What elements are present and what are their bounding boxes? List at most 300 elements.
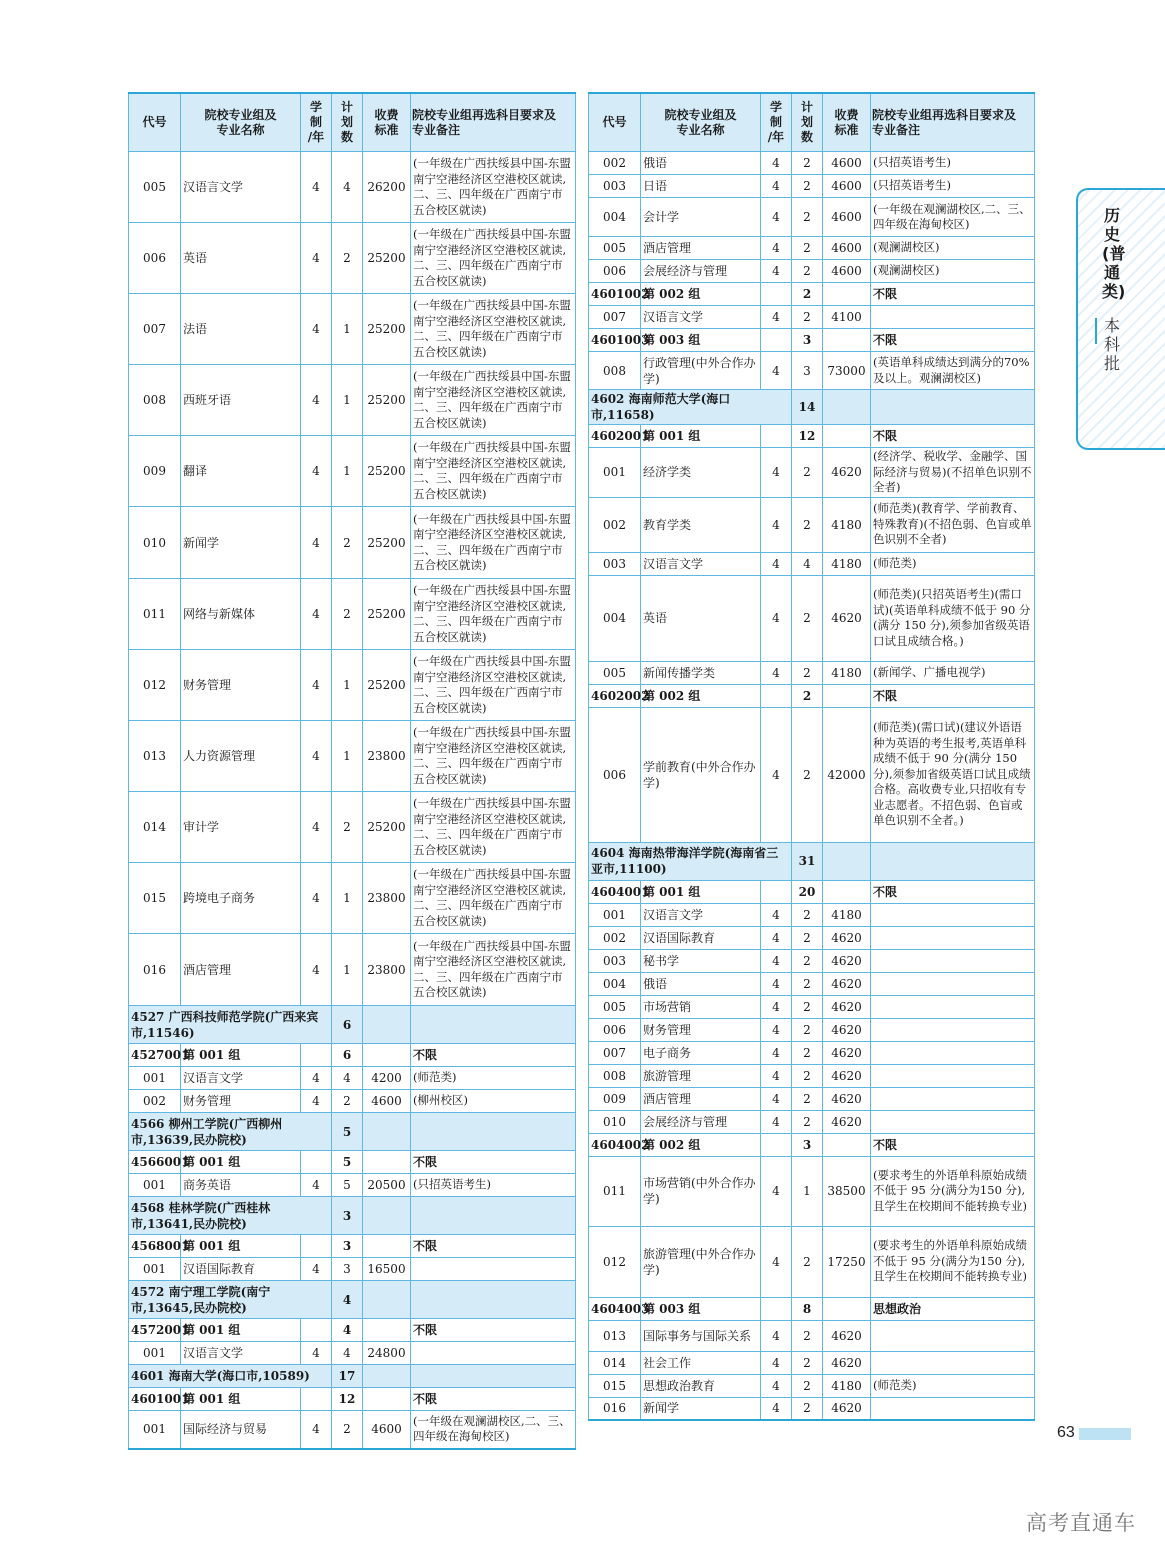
major-name: 思想政治教育 <box>641 1374 761 1397</box>
plan-count: 2 <box>792 448 823 498</box>
major-code: 012 <box>589 1226 641 1297</box>
plan-count: 2 <box>792 237 823 260</box>
major-code: 001 <box>129 1174 181 1197</box>
tuition-fee: 4600 <box>823 260 871 283</box>
tuition-fee: 38500 <box>823 1156 871 1226</box>
tuition-fee: 4620 <box>823 949 871 972</box>
header-plan: 计 划 数 <box>792 93 823 152</box>
tuition-fee: 26200 <box>363 152 411 223</box>
tuition-fee: 4620 <box>823 926 871 949</box>
major-name: 财务管理 <box>181 1090 301 1113</box>
plan-count: 1 <box>332 365 363 436</box>
study-years: 4 <box>761 972 792 995</box>
subject-requirement: 不限 <box>871 880 1035 903</box>
study-years: 4 <box>761 903 792 926</box>
years-cell <box>761 1297 792 1320</box>
tuition-fee: 4620 <box>823 1041 871 1064</box>
plan-count: 2 <box>792 995 823 1018</box>
plan-count: 1 <box>332 650 363 721</box>
major-row <box>589 1156 1035 1226</box>
tuition-fee: 24800 <box>363 1342 411 1365</box>
plan-count: 2 <box>792 1374 823 1397</box>
major-name: 俄语 <box>641 972 761 995</box>
plan-count: 2 <box>792 1064 823 1087</box>
plan-count: 2 <box>792 684 823 707</box>
fee-cell <box>823 1297 871 1320</box>
major-row <box>129 792 576 863</box>
major-code: 003 <box>589 552 641 575</box>
major-name: 酒店管理 <box>641 237 761 260</box>
years-cell <box>761 329 792 352</box>
plan-count: 1 <box>332 436 363 507</box>
major-remark: (一年级在广西扶绥县中国-东盟南宁空港经济区空港校区就读,二、三、四年级在广西南宁市五合校区就读) <box>411 579 576 650</box>
study-years: 4 <box>301 792 332 863</box>
major-row <box>589 1374 1035 1397</box>
major-remark <box>871 1018 1035 1041</box>
group-row <box>589 283 1035 306</box>
major-row <box>589 1064 1035 1087</box>
group-name: 第 001 组 <box>641 425 761 448</box>
major-name: 新闻传播学类 <box>641 661 761 684</box>
group-name: 第 001 组 <box>181 1235 301 1258</box>
major-name: 国际事务与国际关系 <box>641 1320 761 1351</box>
plan-count: 2 <box>792 1087 823 1110</box>
school-name: 4601 海南大学(海口市,10589) <box>129 1365 332 1388</box>
study-years: 4 <box>761 1374 792 1397</box>
plan-count: 2 <box>792 1226 823 1297</box>
major-code: 003 <box>589 175 641 198</box>
tuition-fee: 4620 <box>823 972 871 995</box>
major-row <box>129 1342 576 1365</box>
fee-cell <box>823 684 871 707</box>
plan-count: 5 <box>332 1113 363 1151</box>
tuition-fee: 16500 <box>363 1258 411 1281</box>
group-code: 4604002 <box>589 1133 641 1156</box>
major-remark <box>411 1342 576 1365</box>
major-row <box>589 1087 1035 1110</box>
major-code: 004 <box>589 972 641 995</box>
tuition-fee: 42000 <box>823 707 871 842</box>
years-cell <box>301 1319 332 1342</box>
tuition-fee: 4600 <box>823 152 871 175</box>
major-code: 015 <box>129 863 181 934</box>
fee-cell <box>363 1113 411 1151</box>
study-years: 4 <box>761 1351 792 1374</box>
years-cell <box>761 880 792 903</box>
major-remark: (英语单科成绩达到满分的70%及以上。观澜湖校区) <box>871 352 1035 390</box>
tuition-fee: 25200 <box>363 294 411 365</box>
tuition-fee: 4620 <box>823 1018 871 1041</box>
major-code: 002 <box>129 1090 181 1113</box>
tuition-fee: 17250 <box>823 1226 871 1297</box>
major-remark: (一年级在广西扶绥县中国-东盟南宁空港经济区空港校区就读,二、三、四年级在广西南宁市五合校区就读) <box>411 294 576 365</box>
major-row <box>589 198 1035 237</box>
major-remark: (要求考生的外语单科原始成绩不低于 95 分(满分为150 分),且学生在校期间不能转换专业) <box>871 1156 1035 1226</box>
major-remark <box>411 1258 576 1281</box>
years-cell <box>301 1044 332 1067</box>
group-name: 第 003 组 <box>641 1297 761 1320</box>
study-years: 4 <box>761 1110 792 1133</box>
group-name: 第 002 组 <box>641 283 761 306</box>
major-code: 009 <box>129 436 181 507</box>
major-remark: (一年级在广西扶绥县中国-东盟南宁空港经济区空港校区就读,二、三、四年级在广西南宁市五合校区就读) <box>411 507 576 579</box>
years-cell <box>761 1133 792 1156</box>
remark-cell <box>411 1113 576 1151</box>
subject-requirement: 不限 <box>871 425 1035 448</box>
watermark: 高考直通车 <box>1026 1511 1136 1535</box>
tuition-fee: 4600 <box>363 1090 411 1113</box>
fee-cell <box>823 880 871 903</box>
plan-count: 2 <box>792 283 823 306</box>
study-years: 4 <box>761 1087 792 1110</box>
major-name: 社会工作 <box>641 1351 761 1374</box>
major-row <box>589 1397 1035 1420</box>
fee-cell <box>363 1151 411 1174</box>
major-remark: (一年级在观澜湖校区,二、三、四年级在海甸校区) <box>411 1411 576 1449</box>
tuition-fee: 25200 <box>363 365 411 436</box>
major-row <box>589 497 1035 552</box>
study-years: 4 <box>301 1342 332 1365</box>
major-row <box>129 1411 576 1449</box>
major-remark <box>871 306 1035 329</box>
major-name: 英语 <box>641 575 761 661</box>
study-years: 4 <box>761 1320 792 1351</box>
major-name: 翻译 <box>181 436 301 507</box>
plan-count: 2 <box>332 1090 363 1113</box>
years-cell <box>301 1388 332 1411</box>
remark-cell <box>411 1197 576 1235</box>
tuition-fee: 4180 <box>823 661 871 684</box>
plan-count: 2 <box>792 198 823 237</box>
group-name: 第 003 组 <box>641 329 761 352</box>
header-years: 学 制 /年 <box>301 93 332 152</box>
major-name: 法语 <box>181 294 301 365</box>
major-row <box>589 448 1035 498</box>
major-row <box>589 260 1035 283</box>
tuition-fee: 23800 <box>363 934 411 1006</box>
tuition-fee: 4180 <box>823 903 871 926</box>
tuition-fee: 25200 <box>363 579 411 650</box>
tuition-fee: 25200 <box>363 223 411 294</box>
group-row <box>589 684 1035 707</box>
fee-cell <box>363 1197 411 1235</box>
study-years: 4 <box>301 1258 332 1281</box>
major-remark <box>871 972 1035 995</box>
major-remark <box>871 949 1035 972</box>
major-name: 旅游管理 <box>641 1064 761 1087</box>
group-row <box>129 1151 576 1174</box>
group-code: 4527001 <box>129 1044 181 1067</box>
study-years: 4 <box>301 365 332 436</box>
header-years: 学 制 /年 <box>761 93 792 152</box>
plan-count: 1 <box>332 294 363 365</box>
major-code: 008 <box>589 352 641 390</box>
plan-count: 2 <box>792 972 823 995</box>
group-row <box>589 425 1035 448</box>
tuition-fee: 25200 <box>363 650 411 721</box>
plan-count: 12 <box>792 425 823 448</box>
major-remark: (师范类) <box>871 552 1035 575</box>
major-remark <box>871 903 1035 926</box>
tuition-fee: 4100 <box>823 306 871 329</box>
tuition-fee: 4620 <box>823 1064 871 1087</box>
major-name: 汉语言文学 <box>181 1342 301 1365</box>
school-name: 4527 广西科技师范学院(广西来宾市,11546) <box>129 1006 332 1044</box>
study-years: 4 <box>761 175 792 198</box>
study-years: 4 <box>301 863 332 934</box>
study-years: 4 <box>301 1067 332 1090</box>
fee-cell <box>363 1319 411 1342</box>
major-row <box>129 223 576 294</box>
school-name: 4604 海南热带海洋学院(海南省三亚市,11100) <box>589 842 792 880</box>
major-name: 网络与新媒体 <box>181 579 301 650</box>
tuition-fee: 4620 <box>823 1087 871 1110</box>
plan-count: 20 <box>792 880 823 903</box>
major-row <box>589 949 1035 972</box>
major-code: 005 <box>589 995 641 1018</box>
study-years: 4 <box>761 1041 792 1064</box>
years-cell <box>761 283 792 306</box>
major-name: 审计学 <box>181 792 301 863</box>
major-code: 006 <box>589 707 641 842</box>
major-name: 秘书学 <box>641 949 761 972</box>
page-number: 63 <box>1057 1424 1075 1441</box>
plan-count: 2 <box>792 926 823 949</box>
major-code: 005 <box>589 237 641 260</box>
study-years: 4 <box>301 507 332 579</box>
major-name: 日语 <box>641 175 761 198</box>
major-remark: (柳州校区) <box>411 1090 576 1113</box>
major-row <box>129 579 576 650</box>
major-code: 002 <box>589 152 641 175</box>
study-years: 4 <box>761 926 792 949</box>
major-name: 汉语言文学 <box>641 552 761 575</box>
plan-count: 4 <box>332 152 363 223</box>
study-years: 4 <box>301 1411 332 1449</box>
major-remark: (一年级在广西扶绥县中国-东盟南宁空港经济区空港校区就读,二、三、四年级在广西南宁市五合校区就读) <box>411 863 576 934</box>
major-code: 003 <box>589 949 641 972</box>
major-name: 行政管理(中外合作办学) <box>641 352 761 390</box>
major-row <box>129 934 576 1006</box>
tuition-fee: 4180 <box>823 1374 871 1397</box>
study-years: 4 <box>301 1174 332 1197</box>
major-row <box>129 294 576 365</box>
fee-cell <box>823 283 871 306</box>
group-row <box>589 1133 1035 1156</box>
plan-count: 4 <box>332 1319 363 1342</box>
plan-count: 2 <box>792 661 823 684</box>
major-row <box>589 352 1035 390</box>
school-row <box>589 842 1035 880</box>
study-years: 4 <box>761 1064 792 1087</box>
group-row <box>589 329 1035 352</box>
header-fee: 收费 标准 <box>823 93 871 152</box>
major-name: 国际经济与贸易 <box>181 1411 301 1449</box>
study-years: 4 <box>761 707 792 842</box>
major-remark <box>871 1351 1035 1374</box>
major-row <box>129 650 576 721</box>
subject-requirement: 不限 <box>411 1235 576 1258</box>
plan-count: 4 <box>332 1281 363 1319</box>
tuition-fee: 4600 <box>363 1411 411 1449</box>
major-name: 跨境电子商务 <box>181 863 301 934</box>
major-row <box>589 175 1035 198</box>
plan-count: 1 <box>332 934 363 1006</box>
major-row <box>589 661 1035 684</box>
fee-cell <box>823 842 871 880</box>
major-row <box>129 436 576 507</box>
fee-cell <box>363 1006 411 1044</box>
subject-requirement: 不限 <box>411 1319 576 1342</box>
school-name: 4566 柳州工学院(广西柳州市,13639,民办院校) <box>129 1113 332 1151</box>
plan-count: 2 <box>792 1018 823 1041</box>
study-years: 4 <box>761 1397 792 1420</box>
tuition-fee: 25200 <box>363 436 411 507</box>
group-code: 4604003 <box>589 1297 641 1320</box>
plan-count: 1 <box>792 1156 823 1226</box>
header-plan: 计 划 数 <box>332 93 363 152</box>
major-code: 005 <box>129 152 181 223</box>
plan-count: 3 <box>332 1258 363 1281</box>
major-remark <box>871 926 1035 949</box>
major-row <box>129 507 576 579</box>
study-years: 4 <box>761 949 792 972</box>
major-code: 007 <box>129 294 181 365</box>
header-code: 代号 <box>589 93 641 152</box>
study-years: 4 <box>761 260 792 283</box>
tuition-fee: 23800 <box>363 721 411 792</box>
major-row <box>129 721 576 792</box>
plan-count: 1 <box>332 721 363 792</box>
study-years: 4 <box>301 436 332 507</box>
study-years: 4 <box>761 1018 792 1041</box>
header-fee: 收费 标准 <box>363 93 411 152</box>
major-remark: (师范类)(需口试)(建议外语语种为英语的考生报考,英语单科成绩不低于 90 分(满分 150 分),须参加省级英语口试且成绩合格。高收费专业,只招收有专业志愿者。不招色弱、色盲或单色识别不全者。) <box>871 707 1035 842</box>
plan-count: 2 <box>792 1320 823 1351</box>
header-row <box>129 93 576 152</box>
school-row <box>129 1006 576 1044</box>
plan-count: 2 <box>332 792 363 863</box>
major-code: 014 <box>129 792 181 863</box>
group-name: 第 001 组 <box>181 1319 301 1342</box>
major-name: 教育学类 <box>641 497 761 552</box>
major-row <box>129 1174 576 1197</box>
subject-requirement: 思想政治 <box>871 1297 1035 1320</box>
tuition-fee: 4620 <box>823 448 871 498</box>
major-remark <box>871 1110 1035 1133</box>
fee-cell <box>363 1388 411 1411</box>
plan-count: 6 <box>332 1006 363 1044</box>
major-name: 汉语言文学 <box>181 1067 301 1090</box>
study-years: 4 <box>301 934 332 1006</box>
plan-count: 4 <box>332 1067 363 1090</box>
school-row <box>129 1281 576 1319</box>
major-name: 财务管理 <box>181 650 301 721</box>
group-name: 第 001 组 <box>641 880 761 903</box>
plan-count: 2 <box>792 949 823 972</box>
major-row <box>589 237 1035 260</box>
study-years: 4 <box>301 152 332 223</box>
plan-count: 2 <box>792 1351 823 1374</box>
section-side-tab <box>1076 188 1165 450</box>
major-remark: (师范类) <box>411 1067 576 1090</box>
major-name: 会展经济与管理 <box>641 1110 761 1133</box>
major-row <box>589 1110 1035 1133</box>
group-name: 第 002 组 <box>641 1133 761 1156</box>
study-years: 4 <box>761 306 792 329</box>
major-code: 001 <box>129 1067 181 1090</box>
plan-count: 2 <box>792 903 823 926</box>
plan-count: 1 <box>332 863 363 934</box>
major-name: 酒店管理 <box>181 934 301 1006</box>
study-years: 4 <box>761 1156 792 1226</box>
major-remark <box>871 1064 1035 1087</box>
category-label: 历史(普通类) <box>1102 206 1126 301</box>
plan-count: 2 <box>792 306 823 329</box>
major-name: 汉语言文学 <box>181 152 301 223</box>
group-name: 第 001 组 <box>181 1388 301 1411</box>
group-code: 4566001 <box>129 1151 181 1174</box>
major-remark <box>871 1087 1035 1110</box>
major-code: 002 <box>589 926 641 949</box>
years-cell <box>761 425 792 448</box>
major-name: 会展经济与管理 <box>641 260 761 283</box>
major-row <box>589 306 1035 329</box>
plan-count: 2 <box>792 1110 823 1133</box>
major-code: 009 <box>589 1087 641 1110</box>
subject-requirement: 不限 <box>871 329 1035 352</box>
major-code: 013 <box>129 721 181 792</box>
plan-count: 4 <box>792 552 823 575</box>
plan-count: 2 <box>792 175 823 198</box>
plan-count: 3 <box>332 1197 363 1235</box>
major-remark <box>871 1397 1035 1420</box>
fee-cell <box>823 390 871 425</box>
tuition-fee: 4620 <box>823 1110 871 1133</box>
major-row <box>589 1320 1035 1351</box>
fee-cell <box>823 329 871 352</box>
major-remark: (师范类)(教育学、学前教育、特殊教育)(不招色弱、色盲或单色识别不全者) <box>871 497 1035 552</box>
tuition-fee: 4620 <box>823 575 871 661</box>
major-remark: (新闻学、广播电视学) <box>871 661 1035 684</box>
group-code: 4601002 <box>589 283 641 306</box>
subject-requirement: 不限 <box>411 1044 576 1067</box>
major-name: 财务管理 <box>641 1018 761 1041</box>
subject-requirement: 不限 <box>871 684 1035 707</box>
group-code: 4602002 <box>589 684 641 707</box>
major-name: 会计学 <box>641 198 761 237</box>
tuition-fee: 23800 <box>363 863 411 934</box>
tuition-fee: 73000 <box>823 352 871 390</box>
subject-requirement: 不限 <box>411 1151 576 1174</box>
major-name: 英语 <box>181 223 301 294</box>
major-code: 006 <box>589 1018 641 1041</box>
major-row <box>589 926 1035 949</box>
major-code: 005 <box>589 661 641 684</box>
study-years: 4 <box>761 575 792 661</box>
study-years: 4 <box>761 1226 792 1297</box>
major-row <box>589 972 1035 995</box>
major-name: 俄语 <box>641 152 761 175</box>
plan-count: 14 <box>792 390 823 425</box>
major-code: 011 <box>589 1156 641 1226</box>
major-remark: (只招英语考生) <box>871 152 1035 175</box>
school-name: 4572 南宁理工学院(南宁市,13645,民办院校) <box>129 1281 332 1319</box>
major-name: 商务英语 <box>181 1174 301 1197</box>
group-code: 4604001 <box>589 880 641 903</box>
tuition-fee: 20500 <box>363 1174 411 1197</box>
major-code: 001 <box>129 1342 181 1365</box>
